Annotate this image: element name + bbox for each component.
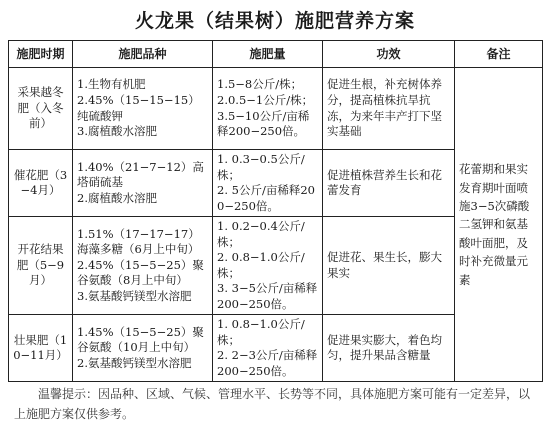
variety-line: 2.腐植酸水溶肥 bbox=[77, 190, 157, 205]
amount-line: 2. 5公斤/亩稀释200−250倍。 bbox=[217, 183, 315, 213]
variety-line: 1.51%（17−17−17）海藻多糖（6月上中旬） bbox=[77, 226, 200, 257]
variety-line: 2.氨基酸钙镁型水溶肥 bbox=[77, 355, 192, 370]
table-header-row bbox=[9, 41, 543, 68]
amount-line: 2.0.5−1公斤/株； bbox=[217, 92, 314, 107]
effect-cell: 促进花、果生长，膨大果实 bbox=[323, 217, 455, 315]
page-title: 火龙果（结果树）施肥营养方案 bbox=[134, 10, 415, 32]
variety-line: 1.40%（21−7−12）高塔硝硫基 bbox=[77, 159, 204, 190]
effect-cell: 促进生根，补充树体养分，提高植株抗旱抗冻，为来年丰产打下坚实基础 bbox=[323, 68, 455, 150]
amount-cell bbox=[213, 150, 323, 217]
variety-cell bbox=[73, 315, 213, 382]
amount-cell bbox=[213, 217, 323, 315]
amount-line: 3. 3−5公斤/亩稀释200−250倍。 bbox=[217, 281, 318, 311]
variety-line: 3.腐植酸水溶肥 bbox=[77, 124, 157, 139]
variety-line: 3.氨基酸钙镁型水溶肥 bbox=[77, 288, 192, 303]
variety-cell bbox=[73, 150, 213, 217]
amount-cell bbox=[213, 315, 323, 382]
amount-line: 3.5−10公斤/亩稀释200−250倍。 bbox=[217, 108, 310, 139]
amount-cell bbox=[213, 68, 323, 150]
effect-cell: 促进植株营养生长和花蕾发育 bbox=[323, 150, 455, 217]
variety-cell bbox=[73, 217, 213, 315]
header-period: 施肥时期 bbox=[9, 41, 73, 68]
amount-line: 1. 0.2−0.4公斤/株； bbox=[217, 219, 305, 249]
variety-line: 1.45%（15−5−25）聚谷氨酸（10月上中旬） bbox=[77, 324, 204, 355]
amount-line: 1. 0.3−0.5公斤/株； bbox=[217, 152, 305, 182]
variety-line: 1.生物有机肥 bbox=[77, 77, 146, 92]
variety-line: 2.45%（15−15−15）纯硫酸钾 bbox=[77, 92, 200, 123]
amount-line: 1. 0.8−1.0公斤/株； bbox=[217, 317, 305, 347]
amount-line: 2. 2−3公斤/亩稀释200−250倍。 bbox=[217, 348, 318, 378]
header-effect: 功效 bbox=[323, 41, 455, 68]
table-row bbox=[9, 68, 543, 150]
footer-note: 温馨提示：因品种、区域、气候、管理水平、长势等不同，具体施肥方案可能有一定差异，以上施肥方案仅供参考。 bbox=[14, 387, 531, 422]
period-cell: 壮果肥（10−11月） bbox=[9, 315, 73, 382]
amount-line: 1.5−8公斤/株； bbox=[217, 77, 303, 92]
variety-cell bbox=[73, 68, 213, 150]
period-cell: 采果越冬肥（入冬前） bbox=[9, 68, 73, 150]
header-note: 备注 bbox=[455, 41, 543, 68]
fertilization-table bbox=[8, 40, 543, 382]
effect-cell: 促进果实膨大，着色均匀，提升果品含糖量 bbox=[323, 315, 455, 382]
header-variety: 施肥品种 bbox=[73, 41, 213, 68]
variety-line: 2.45%（15−5−25）聚谷氨酸（8月上中旬） bbox=[77, 257, 204, 288]
amount-line: 2. 0.8−1.0公斤/株； bbox=[217, 250, 305, 280]
note-cell: 花蕾期和果实发育期叶面喷施3−5次磷酸二氢钾和氨基酸叶面肥，及时补充微量元素 bbox=[455, 68, 543, 382]
header-amount: 施肥量 bbox=[213, 41, 323, 68]
period-cell: 催花肥（3−4月） bbox=[9, 150, 73, 217]
period-cell: 开花结果肥（5−9月） bbox=[9, 217, 73, 315]
